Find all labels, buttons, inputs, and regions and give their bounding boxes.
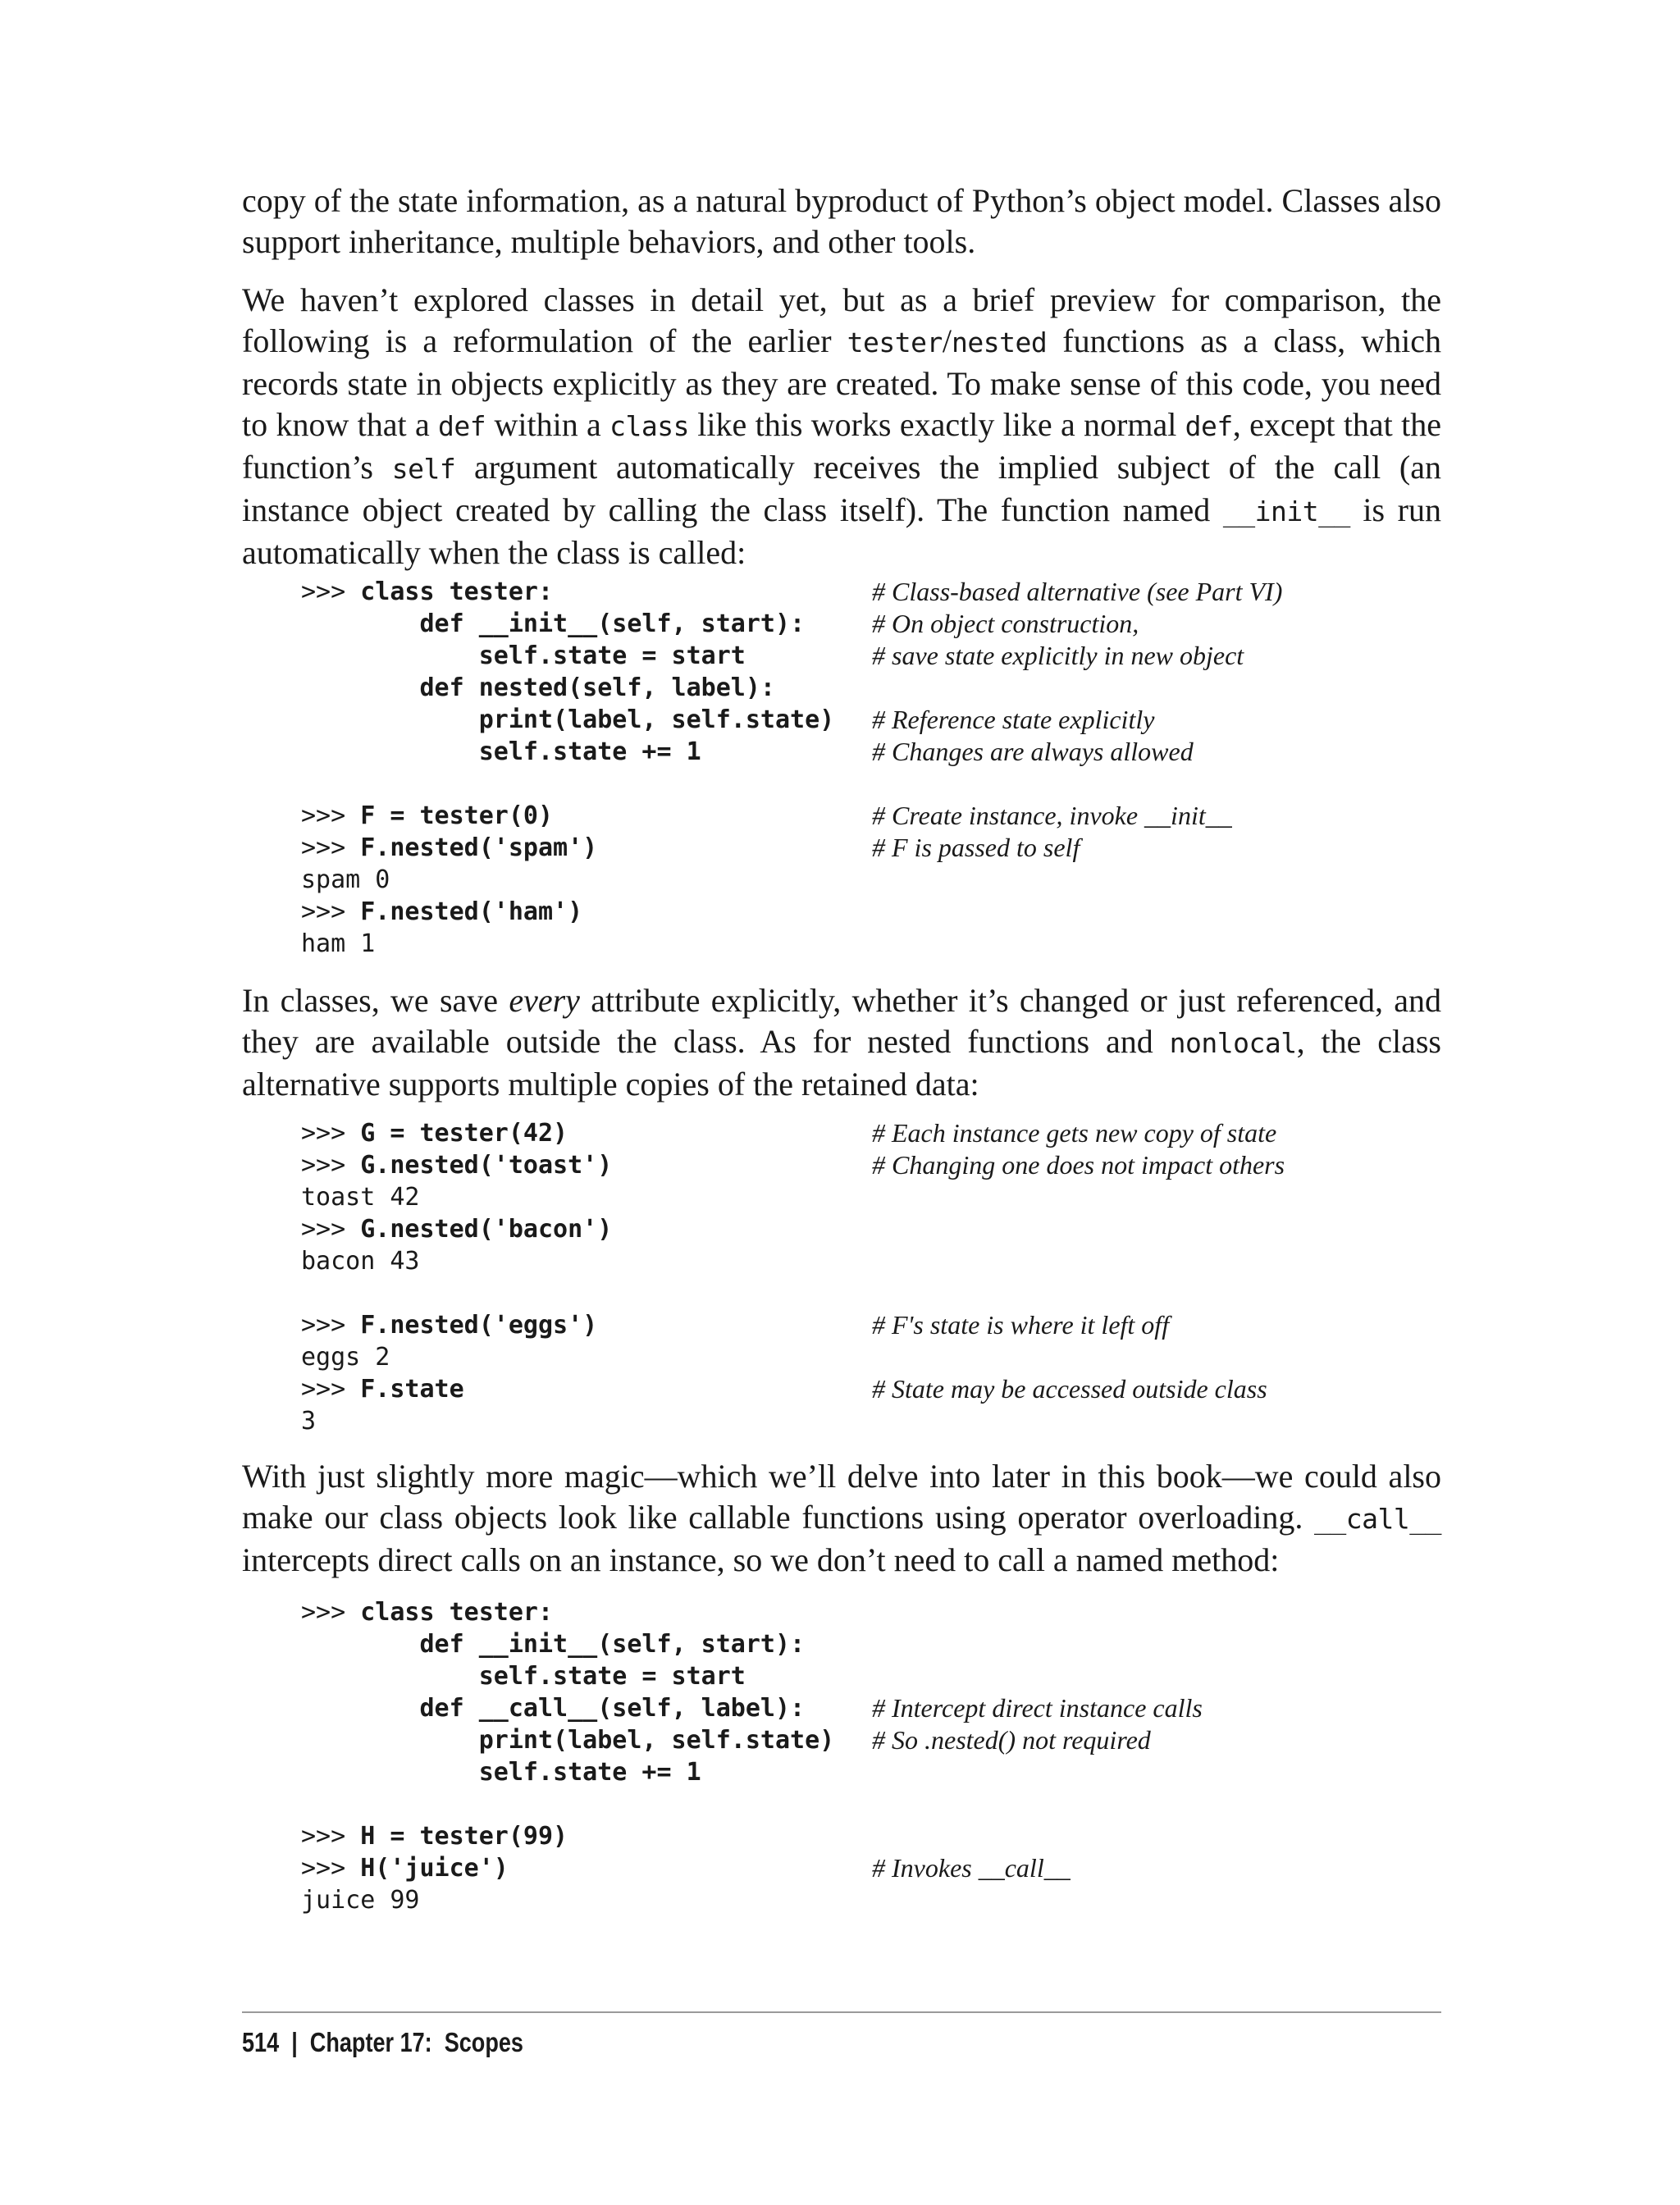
code-line xyxy=(301,1117,1441,1149)
inline-code: self xyxy=(391,453,456,485)
code-plain: >>> xyxy=(301,1375,361,1404)
code-comment: # Intercept direct instance calls xyxy=(872,1693,1203,1723)
code-text xyxy=(301,672,775,704)
code-line xyxy=(301,576,1441,608)
code-plain: bacon 43 xyxy=(301,1247,420,1276)
code-line xyxy=(301,1724,1441,1756)
code-text xyxy=(301,1373,464,1405)
code-block-multiple-instances xyxy=(301,1117,1441,1437)
code-plain: >>> xyxy=(301,1215,361,1244)
inline-code: __init__ xyxy=(1222,495,1350,527)
page-footer xyxy=(242,2026,523,2059)
code-input: def __init__(self, start): xyxy=(301,1630,806,1659)
prose-text: like this works exactly like a normal xyxy=(688,406,1185,443)
prose-text: , the class alternative supports multiple copies of the retained data: xyxy=(242,1023,1441,1102)
code-input: F.nested('spam') xyxy=(360,833,598,862)
code-text xyxy=(301,1341,390,1373)
prose-text: within a xyxy=(486,406,610,443)
code-text xyxy=(301,1628,805,1660)
inline-code: class xyxy=(609,410,689,442)
paragraph-class-attributes xyxy=(242,980,1441,1105)
code-line xyxy=(301,608,1441,640)
code-text xyxy=(301,896,582,928)
code-line xyxy=(301,672,1441,704)
prose-text: / xyxy=(942,322,952,359)
code-line xyxy=(301,928,1441,960)
code-text xyxy=(301,704,834,736)
code-text xyxy=(301,1309,597,1341)
inline-code: def xyxy=(1185,410,1233,442)
code-text xyxy=(301,1724,834,1756)
code-input: def __init__(self, start): xyxy=(301,609,806,638)
paragraph-intro-continuation: copy of the state information, as a natural byproduct of Python’s object model. Classes also support inheritance, multiple behaviors, and other tools. xyxy=(242,182,1441,260)
code-input: class tester: xyxy=(360,1598,554,1627)
code-input: F = tester(0) xyxy=(360,801,554,830)
code-line xyxy=(301,1181,1441,1213)
code-comment: # Changing one does not impact others xyxy=(872,1150,1285,1180)
code-input: def nested(self, label): xyxy=(301,673,775,702)
code-line xyxy=(301,1788,1441,1820)
code-text xyxy=(301,1756,701,1788)
code-input: F.nested('ham') xyxy=(360,897,583,926)
code-comment: # Invokes __call__ xyxy=(872,1853,1071,1883)
code-comment: # On object construction, xyxy=(872,609,1139,638)
code-input: F.nested('eggs') xyxy=(360,1311,598,1340)
code-block-call-tester xyxy=(301,1596,1441,1916)
footer-rule xyxy=(242,2011,1441,2013)
code-text xyxy=(301,640,746,672)
code-input: self.state = start xyxy=(301,1662,746,1691)
code-comment: # save state explicitly in new object xyxy=(872,641,1244,670)
prose-text: We haven’t explored classes in detail yet, but as a brief preview for comparison, the following is a reformulation of the earlier xyxy=(242,281,1441,359)
code-text xyxy=(301,1820,568,1852)
code-input: class tester: xyxy=(360,578,554,606)
code-plain: juice 99 xyxy=(301,1886,420,1915)
code-plain: >>> xyxy=(301,1151,361,1180)
code-line xyxy=(301,1373,1441,1405)
code-comment: # Create instance, invoke __init__ xyxy=(872,801,1232,830)
prose-text: is run automatically when the class is called: xyxy=(242,491,1442,571)
chapter-title: Chapter 17: Scopes xyxy=(309,2027,523,2057)
code-text xyxy=(301,864,390,896)
code-input: self.state += 1 xyxy=(301,737,701,766)
code-plain: >>> xyxy=(301,1598,361,1627)
prose-text: With just slightly more magic—which we’ll delve into later in this book—we could also make our class objects look like callable functions using operator overloading. xyxy=(242,1458,1441,1536)
code-text xyxy=(301,1181,420,1213)
code-input: G.nested('bacon') xyxy=(360,1215,613,1244)
code-comment: # Class-based alternative (see Part VI) xyxy=(872,577,1283,606)
code-text xyxy=(301,832,597,864)
code-line xyxy=(301,800,1441,832)
code-plain: >>> xyxy=(301,1822,361,1851)
code-text xyxy=(301,1117,568,1149)
code-text xyxy=(301,1884,420,1916)
code-input: self.state = start xyxy=(301,641,746,670)
code-input: H = tester(99) xyxy=(360,1822,568,1851)
code-text xyxy=(301,1692,805,1724)
code-plain: >>> xyxy=(301,833,361,862)
page-number: 514 xyxy=(242,2027,280,2057)
code-comment: # Each instance gets new copy of state xyxy=(872,1118,1277,1148)
code-text xyxy=(301,1596,553,1628)
code-line xyxy=(301,864,1441,896)
code-text xyxy=(301,736,701,768)
code-text xyxy=(301,1660,746,1692)
code-line xyxy=(301,1756,1441,1788)
code-line xyxy=(301,896,1441,928)
code-text xyxy=(301,1213,612,1245)
prose-text: intercepts direct calls on an instance, so we don’t need to call a named method: xyxy=(242,1541,1280,1578)
code-text xyxy=(301,1149,612,1181)
code-line xyxy=(301,1405,1441,1437)
inline-code: nonlocal xyxy=(1169,1027,1297,1059)
code-line xyxy=(301,1245,1441,1277)
emphasis: every xyxy=(509,982,580,1019)
code-line xyxy=(301,640,1441,672)
code-line xyxy=(301,704,1441,736)
code-line xyxy=(301,1341,1441,1373)
code-plain: spam 0 xyxy=(301,865,390,894)
code-line xyxy=(301,1277,1441,1309)
code-line xyxy=(301,1820,1441,1852)
code-input: def __call__(self, label): xyxy=(301,1694,806,1723)
code-line xyxy=(301,768,1441,800)
prose-text: argument automatically receives the implied subject of the call (an instance object created by calling the class itself). The function named xyxy=(242,449,1441,528)
code-line xyxy=(301,1852,1441,1884)
code-block-class-tester xyxy=(301,576,1441,960)
code-line xyxy=(301,1884,1441,1916)
prose-text: , except that the function’s xyxy=(242,406,1441,486)
inline-code: __call__ xyxy=(1314,1503,1441,1535)
code-plain: >>> xyxy=(301,1854,361,1883)
code-line xyxy=(301,1692,1441,1724)
code-comment: # Reference state explicitly xyxy=(872,705,1155,734)
code-plain: ham 1 xyxy=(301,929,376,958)
code-input: G = tester(42) xyxy=(360,1119,568,1148)
code-plain: >>> xyxy=(301,1119,361,1148)
code-text xyxy=(301,928,375,960)
paragraph-class-preview xyxy=(242,280,1441,573)
code-plain: >>> xyxy=(301,801,361,830)
code-line xyxy=(301,1149,1441,1181)
code-comment: # F's state is where it left off xyxy=(872,1310,1170,1340)
code-comment: # So .nested() not required xyxy=(872,1725,1151,1755)
paragraph-operator-overloading xyxy=(242,1456,1441,1581)
code-plain: eggs 2 xyxy=(301,1343,390,1372)
code-plain: >>> xyxy=(301,578,361,606)
code-line xyxy=(301,1628,1441,1660)
code-line xyxy=(301,832,1441,864)
code-input: print(label, self.state) xyxy=(301,705,835,734)
code-plain: 3 xyxy=(301,1407,317,1436)
code-line xyxy=(301,1596,1441,1628)
footer-separator: | xyxy=(291,2027,298,2057)
code-plain: toast 42 xyxy=(301,1183,420,1212)
code-text xyxy=(301,1852,509,1884)
code-input: self.state += 1 xyxy=(301,1758,701,1787)
code-line xyxy=(301,1309,1441,1341)
code-line xyxy=(301,736,1441,768)
prose-text: functions as a class, which records state in objects explicitly as they are created. To make sense of this code, you need to know that a xyxy=(242,322,1442,443)
code-line xyxy=(301,1660,1441,1692)
code-input: print(label, self.state) xyxy=(301,1726,835,1755)
code-text xyxy=(301,800,553,832)
code-input: F.state xyxy=(360,1375,464,1404)
code-comment: # Changes are always allowed xyxy=(872,737,1194,766)
code-comment: # F is passed to self xyxy=(872,833,1080,862)
code-plain: >>> xyxy=(301,897,361,926)
code-plain: >>> xyxy=(301,1311,361,1340)
code-input: H('juice') xyxy=(360,1854,509,1883)
inline-code: tester xyxy=(847,326,943,358)
code-text xyxy=(301,608,805,640)
code-text xyxy=(301,576,553,608)
prose-text: attribute explicitly, whether it’s changed or just referenced, and they are available outside the class. As for nested functions and xyxy=(242,982,1441,1060)
code-comment: # State may be accessed outside class xyxy=(872,1374,1267,1404)
inline-code: nested xyxy=(952,326,1048,358)
prose-text: In classes, we save xyxy=(242,982,509,1019)
code-text xyxy=(301,1245,420,1277)
code-line xyxy=(301,1213,1441,1245)
inline-code: def xyxy=(438,410,486,442)
code-input: G.nested('toast') xyxy=(360,1151,613,1180)
code-text xyxy=(301,1405,316,1437)
